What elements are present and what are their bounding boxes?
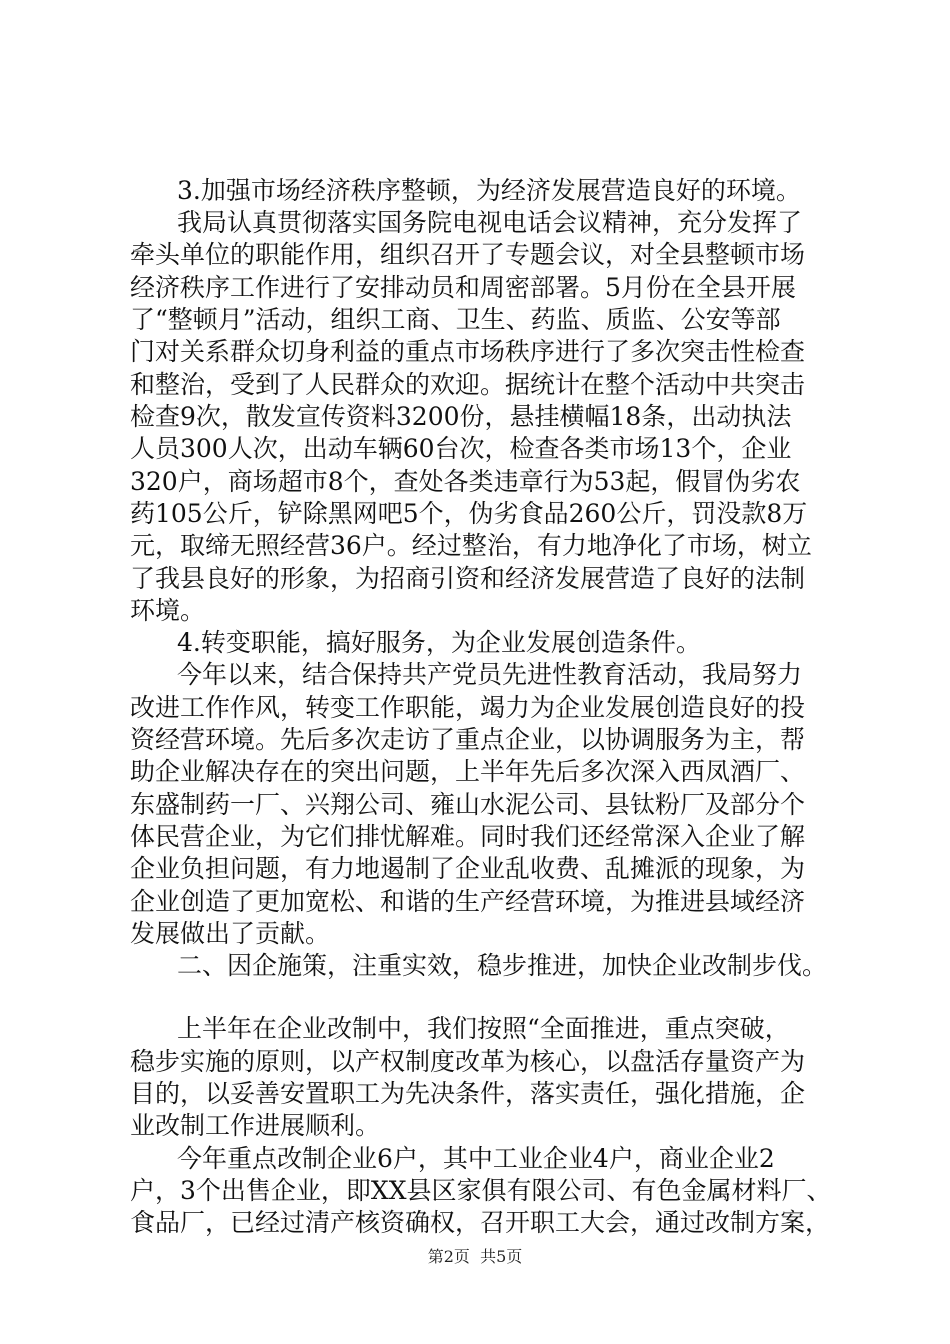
paragraph-line: 今年以来，结合保持共产党员先进性教育活动，我局努力 [177,660,803,689]
paragraph-line: 东盛制药一厂、兴翔公司、雍山水泥公司、县钛粉厂及部分个 [130,790,806,819]
section-heading: 二、因企施策，注重实效，稳步推进，加快企业改制步伐。 [177,951,828,980]
paragraph-line: 企业负担问题，有力地遏制了企业乱收费、乱摊派的现象，为 [130,854,806,883]
paragraph-line: 食品厂，已经过清产核资确权，召开职工大会，通过改制方案， [130,1208,831,1237]
paragraph-line: 发展做出了贡献。 [130,919,331,948]
paragraph-line: 人员300人次，出动车辆60台次，检查各类市场13个，企业 [130,434,792,463]
paragraph-line: 药105公斤，铲除黑网吧5个，伪劣食品260公斤，罚没款8万 [130,499,808,528]
paragraph-line: 我局认真贯彻落实国务院电视电话会议精神，充分发挥了 [177,208,803,237]
paragraph-line: 目的，以妥善安置职工为先决条件，落实责任，强化措施，企 [130,1079,806,1108]
paragraph-line: 环境。 [130,596,206,625]
page-footer [0,1246,950,1268]
paragraph-line: 助企业解决存在的突出问题，上半年先后多次深入西凤酒厂、 [130,757,806,786]
paragraph-line: 和整治，受到了人民群众的欢迎。据统计在整个活动中共突击 [130,370,806,399]
paragraph-line: 牵头单位的职能作用，组织召开了专题会议，对全县整顿市场 [130,240,806,269]
paragraph-line: 资经营环境。先后多次走访了重点企业，以协调服务为主，帮 [130,725,806,754]
paragraph-line: 320户，商场超市8个，查处各类违章行为53起，假冒伪劣农 [130,467,801,496]
paragraph-line: 体民营企业，为它们排忧解难。同时我们还经常深入企业了解 [130,822,806,851]
paragraph-line: 门对关系群众切身利益的重点市场秩序进行了多次突击性检查 [130,337,806,366]
paragraph-line: 户，3个出售企业，即XX县区家俱有限公司、有色金属材料厂、 [130,1176,832,1205]
paragraph-line: 经济秩序工作进行了安排动员和周密部署。5月份在全县开展 [130,273,796,302]
heading-4: 4.转变职能，搞好服务，为企业发展创造条件。 [177,628,701,657]
paragraph-line: 了我县良好的形象，为招商引资和经济发展营造了良好的法制 [130,564,806,593]
paragraph-line: 元，取缔无照经营36户。经过整治，有力地净化了市场，树立 [130,531,812,560]
paragraph-line: 稳步实施的原则，以产权制度改革为核心，以盘活存量资产为 [130,1047,806,1076]
paragraph-line: 今年重点改制企业6户，其中工业企业4户，商业企业2 [177,1144,775,1173]
heading-3: 3.加强市场经济秩序整顿，为经济发展营造良好的环境。 [177,176,801,205]
paragraph-line: 企业创造了更加宽松、和谐的生产经营环境，为推进县域经济 [130,887,806,916]
paragraph-line: 了“整顿月”活动，组织工商、卫生、药监、质监、公安等部 [130,305,781,334]
paragraph-line: 业改制工作进展顺利。 [130,1111,381,1140]
paragraph-line: 检查9次，散发宣传资料3200份，悬挂横幅18条，出动执法 [130,402,792,431]
page-number-label: 第2页 共5页 [427,1247,523,1266]
paragraph-line: 上半年在企业改制中，我们按照“全面推进，重点突破， [177,1014,790,1043]
paragraph-line: 改进工作作风，转变工作职能，竭力为企业发展创造良好的投 [130,693,806,722]
